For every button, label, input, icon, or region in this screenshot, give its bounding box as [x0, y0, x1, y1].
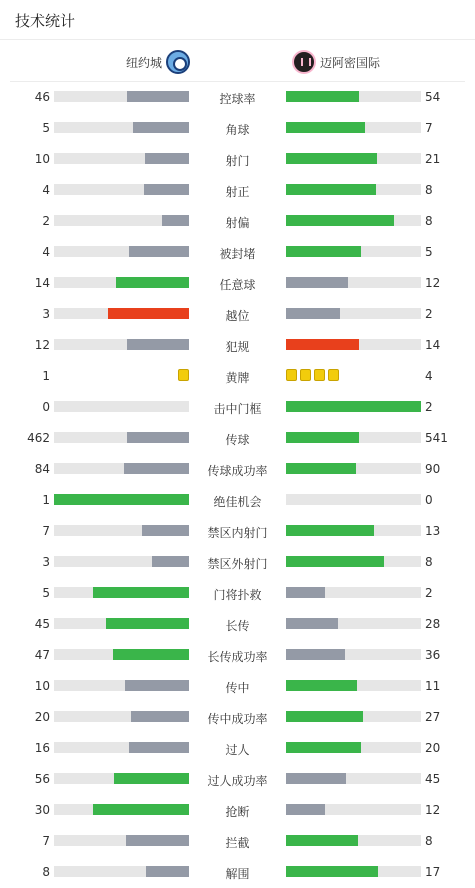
away-bar-fill [286, 91, 359, 102]
away-value: 11 [425, 679, 441, 693]
away-bar-fill [286, 153, 377, 164]
stat-row [0, 671, 475, 702]
away-bar-fill [286, 463, 356, 474]
home-value: 56 [34, 772, 50, 786]
home-bar-fill [116, 277, 189, 288]
home-bar-track [54, 773, 189, 784]
home-bar-fill [146, 866, 189, 877]
home-bar-track [54, 277, 189, 288]
home-bar-track [54, 649, 189, 660]
stat-label: 被封堵 [219, 247, 256, 261]
home-value: 8 [42, 865, 50, 879]
home-value: 16 [34, 741, 50, 755]
home-bar-fill [93, 587, 189, 598]
away-value: 8 [425, 183, 433, 197]
yellow-card-icon [328, 369, 339, 381]
stat-label: 抢断 [225, 805, 250, 819]
home-value: 462 [27, 431, 50, 445]
home-bar-fill [126, 835, 189, 846]
home-bar-fill [124, 463, 189, 474]
away-bar-fill [286, 742, 361, 753]
away-yellow-cards [286, 369, 339, 381]
stat-row [0, 268, 475, 299]
stat-row [0, 826, 475, 857]
home-bar-track [54, 618, 189, 629]
away-bar-track [286, 494, 421, 505]
stat-row [0, 330, 475, 361]
home-team[interactable] [126, 49, 190, 75]
away-value: 90 [425, 462, 441, 476]
home-bar-fill [114, 773, 189, 784]
home-bar-track [54, 91, 189, 102]
home-bar-track [54, 401, 189, 412]
stat-label: 解围 [225, 867, 250, 881]
home-bar-track [54, 680, 189, 691]
stat-label: 任意球 [219, 278, 256, 292]
home-bar-track [54, 308, 189, 319]
stat-label: 黄牌 [225, 371, 250, 385]
home-bar-track [54, 494, 189, 505]
stat-row [0, 702, 475, 733]
away-value: 12 [425, 803, 441, 817]
away-value: 27 [425, 710, 441, 724]
stat-row [0, 175, 475, 206]
away-value: 8 [425, 834, 433, 848]
stat-label: 门将扑救 [213, 588, 262, 602]
away-team-logo-icon [292, 50, 316, 74]
stat-row [0, 609, 475, 640]
home-bar-fill [129, 742, 189, 753]
home-bar-fill [144, 184, 189, 195]
away-bar-track [286, 432, 421, 443]
home-bar-fill [131, 711, 189, 722]
home-bar-fill [145, 153, 189, 164]
stat-label: 射偏 [225, 216, 250, 230]
home-bar-track [54, 463, 189, 474]
away-bar-track [286, 742, 421, 753]
stat-label: 射门 [225, 154, 250, 168]
away-bar-fill [286, 339, 359, 350]
home-value: 1 [42, 369, 50, 383]
away-value: 36 [425, 648, 441, 662]
home-bar-track [54, 742, 189, 753]
stat-label: 犯规 [225, 340, 250, 354]
home-bar-track [54, 804, 189, 815]
home-bar-track [54, 246, 189, 257]
home-bar-fill [127, 91, 189, 102]
away-value: 12 [425, 276, 441, 290]
away-value: 17 [425, 865, 441, 879]
away-value: 2 [425, 307, 433, 321]
home-yellow-cards [178, 369, 189, 381]
home-bar-track [54, 122, 189, 133]
stat-row [0, 144, 475, 175]
away-bar-track [286, 649, 421, 660]
home-value: 7 [42, 834, 50, 848]
away-team[interactable] [292, 49, 380, 75]
home-value: 4 [42, 183, 50, 197]
away-bar-track [286, 277, 421, 288]
away-value: 5 [425, 245, 433, 259]
home-value: 5 [42, 121, 50, 135]
stat-label: 控球率 [219, 92, 256, 106]
home-bar-fill [129, 246, 189, 257]
away-value: 2 [425, 586, 433, 600]
home-bar-track [54, 711, 189, 722]
away-team-name: 迈阿密国际 [320, 55, 381, 70]
away-bar-track [286, 618, 421, 629]
stat-label: 传球 [225, 433, 250, 447]
home-bar-fill [142, 525, 189, 536]
away-bar-fill [286, 525, 374, 536]
stat-label: 传球成功率 [207, 464, 268, 478]
stat-row [0, 857, 475, 888]
away-value: 21 [425, 152, 441, 166]
home-value: 10 [34, 152, 50, 166]
home-bar-fill [54, 494, 189, 505]
stat-row [0, 237, 475, 268]
home-bar-track [54, 525, 189, 536]
home-value: 45 [34, 617, 50, 631]
yellow-card-icon [178, 369, 189, 381]
away-bar-track [286, 463, 421, 474]
away-value: 4 [425, 369, 433, 383]
away-bar-fill [286, 556, 384, 567]
away-bar-fill [286, 277, 348, 288]
stat-label: 拦截 [225, 836, 250, 850]
away-bar-fill [286, 618, 338, 629]
home-value: 20 [34, 710, 50, 724]
away-bar-fill [286, 711, 363, 722]
stat-row [0, 454, 475, 485]
away-bar-track [286, 308, 421, 319]
home-value: 12 [34, 338, 50, 352]
stat-row [0, 578, 475, 609]
home-bar-track [54, 184, 189, 195]
stat-label: 越位 [225, 309, 250, 323]
home-value: 2 [42, 214, 50, 228]
away-bar-track [286, 91, 421, 102]
away-bar-track [286, 866, 421, 877]
away-bar-fill [286, 184, 376, 195]
yellow-card-icon [300, 369, 311, 381]
home-value: 5 [42, 586, 50, 600]
stat-label: 禁区内射门 [207, 526, 268, 540]
home-value: 3 [42, 307, 50, 321]
away-bar-track [286, 525, 421, 536]
away-bar-track [286, 804, 421, 815]
stat-row [0, 516, 475, 547]
away-value: 8 [425, 555, 433, 569]
home-value: 1 [42, 493, 50, 507]
home-bar-fill [152, 556, 189, 567]
home-bar-track [54, 215, 189, 226]
stat-row [0, 361, 475, 392]
stat-row [0, 206, 475, 237]
home-team-logo-icon [166, 50, 190, 74]
team-header [10, 42, 465, 82]
home-value: 0 [42, 400, 50, 414]
away-value: 541 [425, 431, 448, 445]
away-value: 54 [425, 90, 441, 104]
home-bar-track [54, 153, 189, 164]
page-title: 技术统计 [15, 12, 76, 30]
home-team-name: 纽约城 [125, 55, 162, 70]
home-value: 4 [42, 245, 50, 259]
stat-label: 长传 [225, 619, 250, 633]
away-bar-track [286, 401, 421, 412]
stat-row [0, 795, 475, 826]
away-bar-fill [286, 866, 378, 877]
away-bar-track [286, 153, 421, 164]
stat-row [0, 733, 475, 764]
stat-label: 传中成功率 [207, 712, 268, 726]
title-bar [0, 0, 475, 40]
away-bar-fill [286, 122, 365, 133]
stat-row [0, 485, 475, 516]
away-value: 45 [425, 772, 441, 786]
away-bar-track [286, 587, 421, 598]
home-bar-fill [106, 618, 189, 629]
home-value: 84 [34, 462, 50, 476]
home-bar-track [54, 866, 189, 877]
stat-label: 长传成功率 [207, 650, 268, 664]
away-value: 0 [425, 493, 433, 507]
home-bar-fill [127, 432, 189, 443]
stat-row [0, 764, 475, 795]
away-bar-fill [286, 680, 357, 691]
stat-label: 禁区外射门 [207, 557, 268, 571]
home-bar-track [54, 587, 189, 598]
home-bar-fill [162, 215, 189, 226]
away-bar-fill [286, 587, 325, 598]
away-value: 28 [425, 617, 441, 631]
yellow-card-icon [314, 369, 325, 381]
away-bar-track [286, 184, 421, 195]
stat-label: 角球 [225, 123, 250, 137]
yellow-card-icon [286, 369, 297, 381]
stat-label: 击中门框 [213, 402, 262, 416]
away-bar-fill [286, 401, 421, 412]
home-bar-track [54, 432, 189, 443]
home-value: 30 [34, 803, 50, 817]
away-bar-track [286, 339, 421, 350]
away-value: 2 [425, 400, 433, 414]
away-bar-fill [286, 432, 359, 443]
away-bar-fill [286, 804, 325, 815]
stat-label: 过人成功率 [207, 774, 268, 788]
away-bar-track [286, 246, 421, 257]
home-bar-fill [108, 308, 189, 319]
away-bar-track [286, 680, 421, 691]
away-bar-fill [286, 308, 340, 319]
away-bar-fill [286, 835, 358, 846]
home-value: 7 [42, 524, 50, 538]
away-value: 13 [425, 524, 441, 538]
home-bar-track [54, 835, 189, 846]
away-bar-track [286, 556, 421, 567]
home-value: 3 [42, 555, 50, 569]
home-bar-track [54, 556, 189, 567]
home-bar-fill [93, 804, 189, 815]
stat-label: 传中 [225, 681, 250, 695]
away-bar-fill [286, 649, 345, 660]
stat-label: 绝佳机会 [213, 495, 262, 509]
home-bar-track [54, 339, 189, 350]
stat-label: 过人 [225, 743, 250, 757]
away-bar-fill [286, 215, 394, 226]
away-bar-track [286, 835, 421, 846]
stat-label: 射正 [225, 185, 250, 199]
home-value: 14 [34, 276, 50, 290]
away-value: 20 [425, 741, 441, 755]
away-bar-track [286, 122, 421, 133]
away-bar-track [286, 711, 421, 722]
away-bar-fill [286, 773, 346, 784]
stat-row [0, 299, 475, 330]
stat-row [0, 423, 475, 454]
away-value: 8 [425, 214, 433, 228]
away-value: 7 [425, 121, 433, 135]
home-value: 10 [34, 679, 50, 693]
away-bar-track [286, 773, 421, 784]
home-value: 46 [34, 90, 50, 104]
stat-row [0, 547, 475, 578]
stat-row [0, 82, 475, 113]
home-bar-fill [113, 649, 189, 660]
home-bar-fill [127, 339, 189, 350]
away-value: 14 [425, 338, 441, 352]
stat-row [0, 640, 475, 671]
home-bar-fill [125, 680, 189, 691]
home-bar-fill [133, 122, 189, 133]
stat-row [0, 113, 475, 144]
home-value: 47 [34, 648, 50, 662]
stat-row [0, 392, 475, 423]
away-bar-fill [286, 246, 361, 257]
away-bar-track [286, 215, 421, 226]
